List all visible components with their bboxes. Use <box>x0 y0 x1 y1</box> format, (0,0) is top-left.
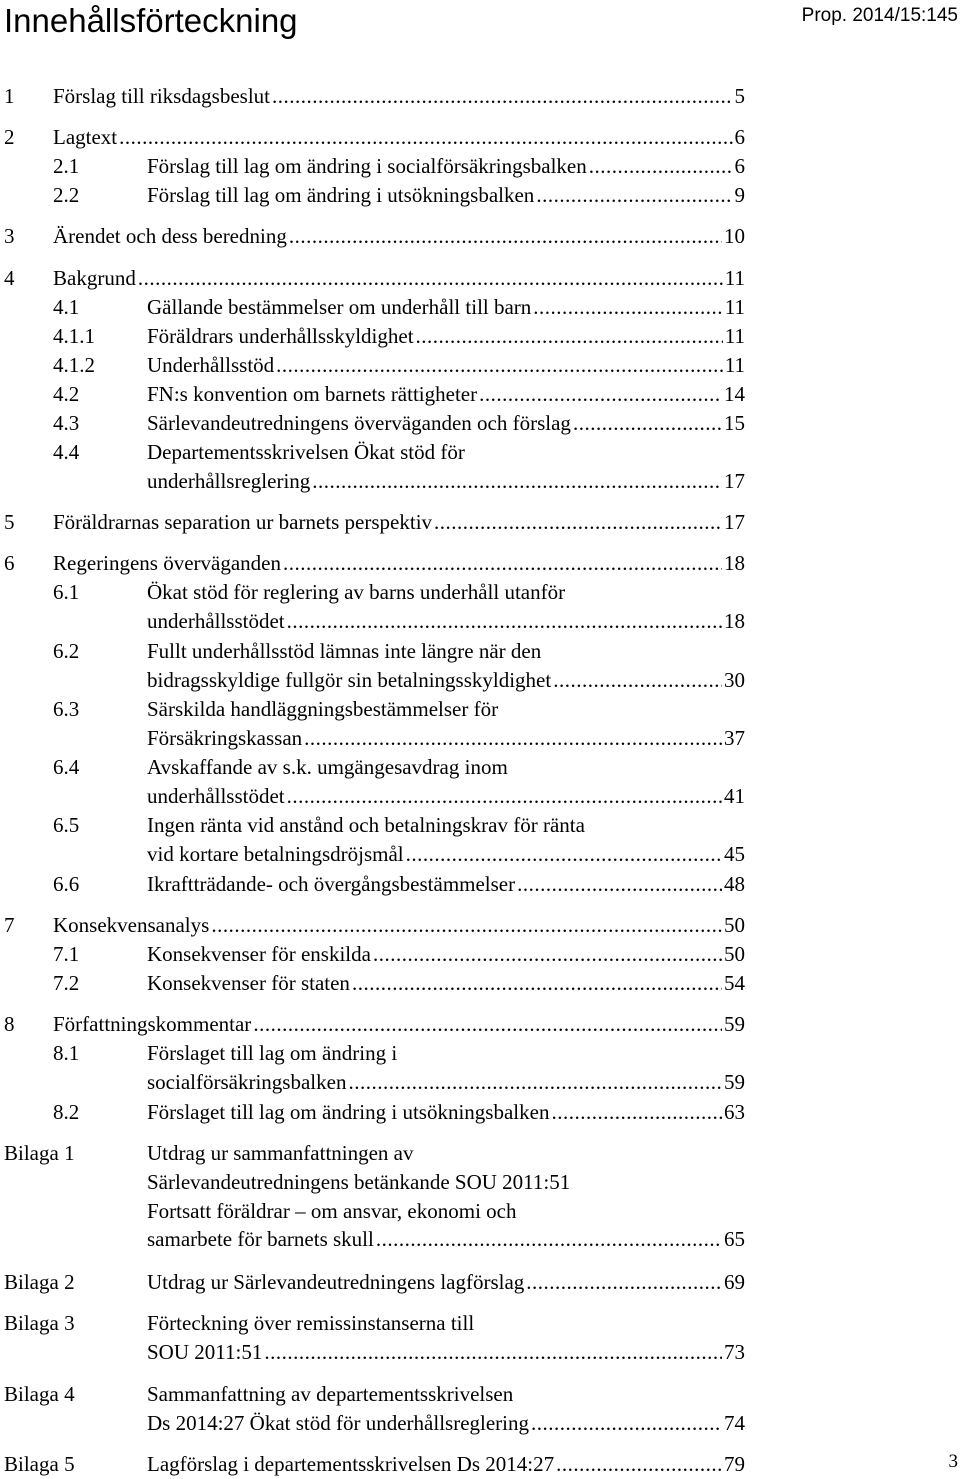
toc-entry-number: 6.6 <box>53 872 80 896</box>
dot-leader <box>312 467 722 495</box>
toc-entry-number: 6.1 <box>53 580 80 604</box>
toc-entry-title[interactable]: Konsekvenser för enskilda <box>147 942 371 966</box>
toc-entry-line <box>0 1168 745 1196</box>
toc-entry-line <box>0 637 745 665</box>
toc-entry-title[interactable]: SOU 2011:51 <box>147 1339 263 1364</box>
toc-entry-page: 17 <box>724 510 745 534</box>
toc-entry-title[interactable]: Fortsatt föräldrar – om ansvar, ekonomi och <box>147 1198 517 1223</box>
toc-entry-title[interactable]: Föräldrarnas separation ur barnets perspektiv <box>53 510 433 534</box>
toc-entry-page: 45 <box>724 841 745 866</box>
toc-entry-line <box>0 322 745 350</box>
toc-entry-title[interactable]: Förslaget till lag om ändring i utsökningsbalken <box>147 1100 550 1124</box>
toc-entry-number: 5 <box>4 510 15 534</box>
dot-leader <box>434 508 722 536</box>
toc-entry-number: 4 <box>4 266 15 290</box>
dot-leader <box>589 152 733 180</box>
dot-leader <box>289 222 722 250</box>
toc-entry-title[interactable]: underhållsstödet <box>147 608 285 633</box>
toc-entry-line <box>0 607 745 635</box>
dot-leader <box>352 969 722 997</box>
toc-entry-title[interactable]: Konsekvensanalys <box>53 913 210 937</box>
toc-entry-line <box>0 123 745 151</box>
toc-entry-number: 4.3 <box>53 411 80 435</box>
toc-entry-number: 4.2 <box>53 382 80 406</box>
toc-entry-line <box>0 1268 745 1296</box>
toc-entry-page: 48 <box>724 872 745 896</box>
toc-entry-title[interactable]: Förslag till riksdagsbeslut <box>53 84 270 108</box>
toc-entry-title[interactable]: vid kortare betalningsdröjsmål <box>147 841 404 866</box>
toc-entry-title[interactable]: Förslag till lag om ändring i utsökningsbalken <box>147 183 535 207</box>
toc-entry-title[interactable]: Lagförslag i departementsskrivelsen Ds 2014:27 <box>147 1452 555 1476</box>
dot-leader <box>253 1010 722 1038</box>
toc-entry-number: 8 <box>4 1012 15 1036</box>
toc-entry-line <box>0 152 745 180</box>
toc-entry-line <box>0 508 745 536</box>
dot-leader <box>348 1068 722 1096</box>
toc-entry-line <box>0 409 745 437</box>
toc-entry-number: 4.4 <box>53 440 80 464</box>
toc-entry-line <box>0 870 745 898</box>
toc-entry-line <box>0 181 745 209</box>
toc-entry-number: 4.1.1 <box>53 324 95 348</box>
dot-leader <box>406 840 722 868</box>
dot-leader <box>416 322 723 350</box>
toc-entry-page: 11 <box>724 295 745 319</box>
toc-entry-page: 65 <box>724 1227 745 1252</box>
dot-leader <box>138 264 723 292</box>
toc-entry-page: 59 <box>724 1012 745 1036</box>
proposition-number: Prop. 2014/15:145 <box>801 5 958 26</box>
toc-entry-number: 7 <box>4 913 15 937</box>
toc-entry-number: 7.1 <box>53 942 80 966</box>
toc-entry-line <box>0 1225 745 1253</box>
toc-entry-page: 74 <box>724 1410 745 1435</box>
dot-leader <box>553 666 722 694</box>
toc-entry-title[interactable]: Sammanfattning av departementsskrivelsen <box>147 1382 514 1406</box>
toc-entry-title[interactable]: Särlevandeutredningens betänkande SOU 2011:51 <box>147 1169 571 1194</box>
toc-entry-page: 79 <box>724 1452 745 1476</box>
toc-entry-line <box>0 1380 745 1408</box>
toc-entry-title[interactable]: Ärendet och dess beredning <box>53 224 287 248</box>
toc-entry-line <box>0 293 745 321</box>
toc-entry-title[interactable]: Ikraftträdande- och övergångsbestämmelser <box>147 872 516 896</box>
toc-entry-title[interactable]: Utdrag ur Särlevandeutredningens lagförslag <box>147 1270 525 1294</box>
dot-leader <box>264 1338 722 1366</box>
dot-leader <box>283 549 722 577</box>
toc-entry-page: 17 <box>724 468 745 493</box>
toc-entry-title[interactable]: Ingen ränta vid anstånd och betalningskrav för ränta <box>147 813 585 837</box>
toc-entry-number: Bilaga 2 <box>4 1270 75 1294</box>
toc-entry-title[interactable]: Underhållsstöd <box>147 353 275 377</box>
toc-entry-number: Bilaga 5 <box>4 1452 75 1476</box>
toc-entry-number: Bilaga 1 <box>4 1141 75 1165</box>
dot-leader <box>287 607 722 635</box>
toc-entry-page: 54 <box>724 971 745 995</box>
dot-leader <box>551 1098 722 1126</box>
toc-entry-page: 50 <box>724 913 745 937</box>
toc-entry-number: 6.4 <box>53 755 80 779</box>
toc-entry-title[interactable]: Ds 2014:27 Ökat stöd för underhållsreglering <box>147 1410 530 1435</box>
toc-entry-page: 11 <box>724 324 745 348</box>
toc-entry-number: 8.2 <box>53 1100 80 1124</box>
toc-entry-line <box>0 1098 745 1126</box>
toc-entry-number: 2.1 <box>53 154 80 178</box>
toc-entry-line <box>0 1139 745 1167</box>
toc-entry-line <box>0 222 745 250</box>
page-title: Innehållsförteckning <box>4 2 298 39</box>
toc-entry-title[interactable]: Lagtext <box>53 125 118 149</box>
toc-entry-line <box>0 811 745 839</box>
dot-leader <box>272 82 733 110</box>
toc-entry-page: 11 <box>724 266 745 290</box>
toc-entry-line <box>0 969 745 997</box>
dot-leader <box>531 1409 722 1437</box>
toc-entry-title[interactable]: Förteckning över remissinstanserna till <box>147 1311 475 1335</box>
dot-leader <box>479 380 722 408</box>
toc-entry-title[interactable]: Bakgrund <box>53 266 136 290</box>
toc-entry-page: 14 <box>724 382 745 406</box>
toc-entry-line <box>0 1409 745 1437</box>
toc-entry-line <box>0 695 745 723</box>
toc-entry-number: 7.2 <box>53 971 80 995</box>
toc-entry-page: 41 <box>724 783 745 808</box>
toc-entry-line <box>0 264 745 292</box>
toc-entry-number: 2.2 <box>53 183 80 207</box>
toc-entry-line <box>0 1197 745 1225</box>
toc-entry-line <box>0 940 745 968</box>
toc-entry-line <box>0 380 745 408</box>
toc-entry-title[interactable]: Konsekvenser för staten <box>147 971 350 995</box>
toc-entry-line <box>0 1010 745 1038</box>
toc-entry-title[interactable]: FN:s konvention om barnets rättigheter <box>147 382 478 406</box>
toc-entry-page: 63 <box>724 1100 745 1124</box>
toc-entry-page: 5 <box>734 84 745 108</box>
toc-entry-title[interactable]: Försäkringskassan <box>147 725 303 750</box>
toc-entry-number: 1 <box>4 84 15 108</box>
toc-entry-line <box>0 840 745 868</box>
toc-entry-title[interactable]: samarbete för barnets skull <box>147 1227 374 1252</box>
toc-entry-title[interactable]: Ökat stöd för reglering av barns underhåll utanför <box>147 580 566 604</box>
toc-entry-number: 4.1 <box>53 295 80 319</box>
toc-entry-number: 2 <box>4 125 15 149</box>
toc-entry-page: 18 <box>724 608 745 633</box>
toc-entry-page: 37 <box>724 725 745 750</box>
toc-entry-page: 11 <box>724 353 745 377</box>
toc-entry-title[interactable]: underhållsreglering <box>147 468 311 493</box>
toc-entry-line <box>0 1309 745 1337</box>
toc-entry-line <box>0 753 745 781</box>
toc-entry-title[interactable]: Förslaget till lag om ändring i <box>147 1041 398 1065</box>
dot-leader <box>304 724 722 752</box>
toc-entry-number: Bilaga 4 <box>4 1382 75 1406</box>
toc-entry-number: 3 <box>4 224 15 248</box>
toc-entry-title[interactable]: Regeringens överväganden <box>53 551 281 575</box>
toc-entry-page: 15 <box>724 411 745 435</box>
toc-entry-line <box>0 666 745 694</box>
toc-entry-line <box>0 467 745 495</box>
toc-entry-line <box>0 82 745 110</box>
toc-entry-page: 10 <box>724 224 745 248</box>
toc-entry-page: 69 <box>724 1270 745 1294</box>
toc-entry-title[interactable]: Utdrag ur sammanfattningen av <box>147 1141 414 1165</box>
dot-leader <box>536 181 732 209</box>
toc-entry-line <box>0 1068 745 1096</box>
toc-entry-line <box>0 1338 745 1366</box>
toc-entry-number: 6 <box>4 551 15 575</box>
toc-entry-number: 6.3 <box>53 697 80 721</box>
toc-entry-number: Bilaga 3 <box>4 1311 75 1335</box>
dot-leader <box>556 1450 722 1478</box>
toc-entry-title[interactable]: Fullt underhållsstöd lämnas inte längre när den <box>147 639 542 663</box>
toc-entry-title[interactable]: Författningskommentar <box>53 1012 252 1036</box>
dot-leader <box>276 351 723 379</box>
toc-entry-line <box>0 351 745 379</box>
toc-entry-title[interactable]: Särskilda handläggningsbestämmelser för <box>147 697 499 721</box>
toc-entry-number: 4.1.2 <box>53 353 95 377</box>
dot-leader <box>573 409 722 437</box>
toc-entry-line <box>0 1450 745 1478</box>
toc-entry-title[interactable]: Föräldrars underhållsskyldighet <box>147 324 414 348</box>
dot-leader <box>517 870 722 898</box>
toc-entry-line <box>0 782 745 810</box>
toc-entry-number: 8.1 <box>53 1041 80 1065</box>
toc-entry-page: 6 <box>734 154 745 178</box>
toc-entry-title[interactable]: Förslag till lag om ändring i socialförsäkringsbalken <box>147 154 587 178</box>
toc-entry-number: 6.5 <box>53 813 80 837</box>
toc-entry-page: 30 <box>724 667 745 692</box>
dot-leader <box>287 782 722 810</box>
dot-leader <box>373 940 722 968</box>
dot-leader <box>119 123 732 151</box>
toc-entry-title[interactable]: Gällande bestämmelser om underhåll till barn <box>147 295 532 319</box>
toc-entry-title[interactable]: Avskaffande av s.k. umgängesavdrag inom <box>147 755 508 779</box>
toc-entry-page: 50 <box>724 942 745 966</box>
toc-entry-page: 73 <box>724 1339 745 1364</box>
toc-entry-line <box>0 724 745 752</box>
toc-entry-page: 59 <box>724 1069 745 1094</box>
toc-entry-title[interactable]: Särlevandeutredningens överväganden och förslag <box>147 411 571 435</box>
toc-entry-line <box>0 1039 745 1067</box>
toc-entry-title[interactable]: socialförsäkringsbalken <box>147 1069 347 1094</box>
page-number: 3 <box>948 1451 958 1472</box>
dot-leader <box>211 911 722 939</box>
toc-entry-page: 9 <box>734 183 745 207</box>
toc-entry-title[interactable]: underhållsstödet <box>147 783 285 808</box>
toc-entry-line <box>0 911 745 939</box>
toc-entry-page: 6 <box>734 125 745 149</box>
toc-entry-line <box>0 549 745 577</box>
toc-entry-line <box>0 578 745 606</box>
dot-leader <box>533 293 722 321</box>
toc-entry-number: 6.2 <box>53 639 80 663</box>
toc-entry-title[interactable]: bidragsskyldige fullgör sin betalningsskyldighet <box>147 667 552 692</box>
toc-entry-title[interactable]: Departementsskrivelsen Ökat stöd för <box>147 440 465 464</box>
dot-leader <box>526 1268 722 1296</box>
toc-entry-page: 18 <box>724 551 745 575</box>
toc-entry-line <box>0 438 745 466</box>
dot-leader <box>376 1225 722 1253</box>
